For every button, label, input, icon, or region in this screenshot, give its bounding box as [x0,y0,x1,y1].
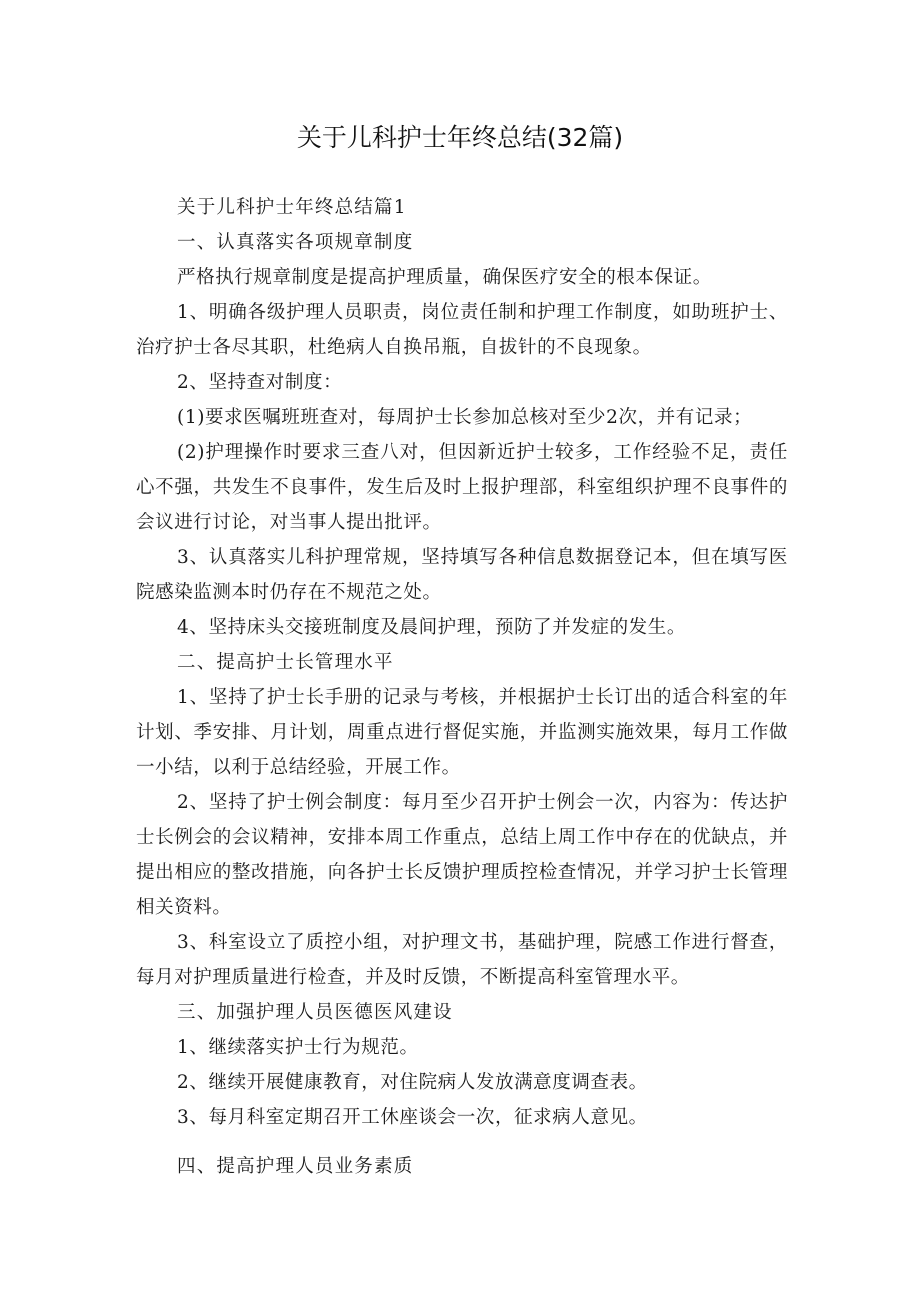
paragraph: 1、坚持了护士长手册的记录与考核，并根据护士长订出的适合科室的年计划、季安排、月计划，周重点进行督促实施，并监测实施效果，每月工作做一小结，以利于总结经验，开展工作。 [136,687,788,778]
paragraph: 2、坚持查对制度： [177,372,343,393]
document-body [136,190,788,1184]
section-heading: 一、认真落实各项规章制度 [177,232,414,253]
paragraph: 1、继续落实护士行为规范。 [177,1037,419,1058]
section-heading: 关于儿科护士年终总结篇1 [177,197,407,218]
paragraph: 1、明确各级护理人员职责，岗位责任制和护理工作制度，如助班护士、治疗护士各尽其职，杜绝病人自换吊瓶，自拔针的不良现象。 [136,302,788,358]
section-heading: 四、提高护理人员业务素质 [177,1156,414,1177]
paragraph: (1)要求医嘱班班查对，每周护士长参加总核对至少2次，并有记录； [177,407,753,428]
document-title: 关于儿科护士年终总结(32篇) [296,123,624,152]
paragraph: 2、继续开展健康教育，对住院病人发放满意度调查表。 [177,1072,648,1093]
paragraph: 4、坚持床头交接班制度及晨间护理，预防了并发症的发生。 [177,617,686,638]
section-heading: 二、提高护士长管理水平 [177,652,394,673]
paragraph: (2)护理操作时要求三查八对，但因新近护士较多，工作经验不足，责任心不强，共发生不良事件，发生后及时上报护理部，科室组织护理不良事件的会议进行讨论，对当事人提出批评。 [136,442,788,533]
paragraph: 3、每月科室定期召开工休座谈会一次，征求病人意见。 [177,1107,648,1128]
paragraph: 2、坚持了护士例会制度：每月至少召开护士例会一次，内容为：传达护士长例会的会议精神，安排本周工作重点，总结上周工作中存在的优缺点，并提出相应的整改措施，向各护士长反馈护理质控检查情况，并学习护士长管理相关资料。 [136,792,788,918]
paragraph: 3、科室设立了质控小组，对护理文书，基础护理，院感工作进行督查，每月对护理质量进行检查，并及时反馈，不断提高科室管理水平。 [136,932,788,988]
section-heading: 三、加强护理人员医德医风建设 [177,1002,453,1023]
paragraph: 严格执行规章制度是提高护理质量，确保医疗安全的根本保证。 [177,267,712,288]
paragraph: 3、认真落实儿科护理常规，坚持填写各种信息数据登记本，但在填写医院感染监测本时仍存在不规范之处。 [136,547,788,603]
